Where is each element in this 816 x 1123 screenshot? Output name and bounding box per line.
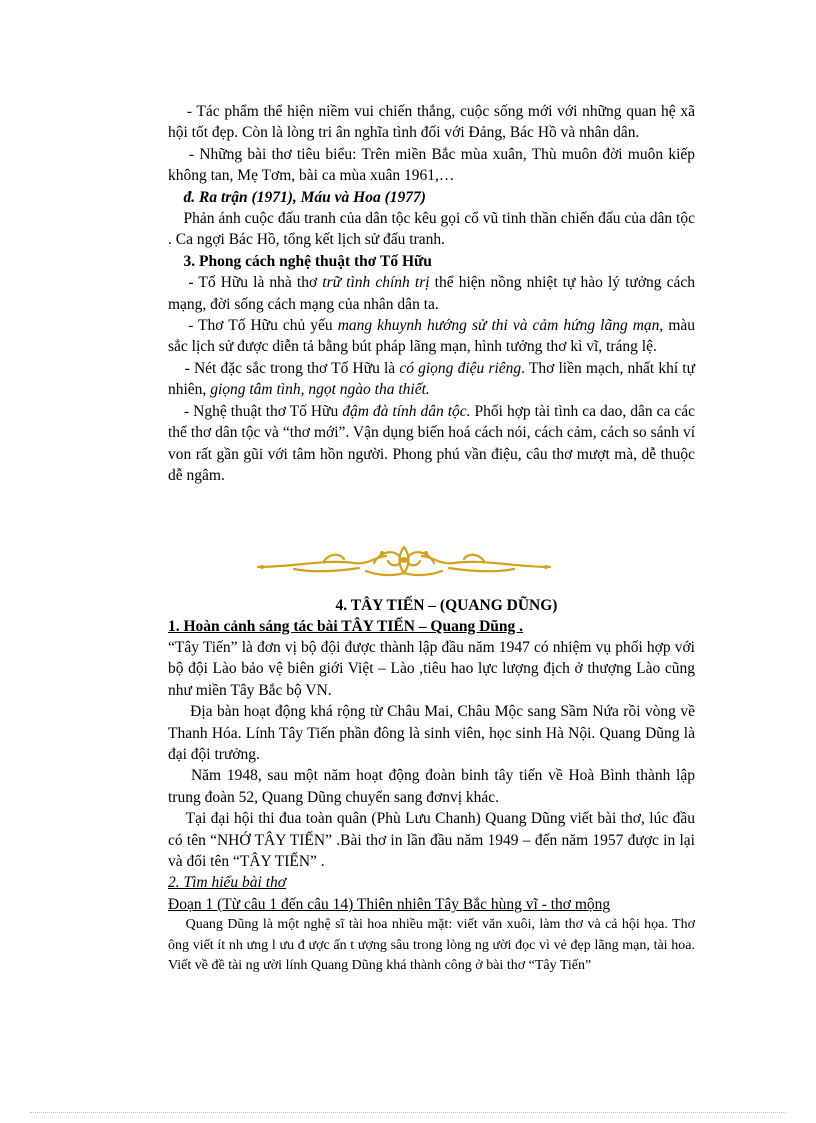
section-to-huu: [168, 101, 695, 486]
paragraph: - Thơ Tố Hữu chủ yếu mang khuynh hướng sử thi và cảm hứng lãng mạn, màu sắc lịch sử được diễn tả bằng bút pháp lãng mạn, hình tưởng thơ kì vĩ, tráng lệ.: [168, 317, 696, 356]
ornamental-divider-icon: [254, 543, 554, 579]
paragraph: “Tây Tiến” là đơn vị bộ đội được thành lập đầu năm 1947 có nhiệm vụ phối hợp với bộ đội Lào bảo vệ biên giới Việt – Lào ,tiêu hao lực lượng địch ở thượng Lào cũng như miền Tây Bắc bộ VN.: [168, 639, 695, 699]
paragraph: - Tố Hữu là nhà thơ trữ tình chính trị thể hiện nồng nhiệt tự hào lý tưởng cách mạng, đời sống cách mạng của nhân dân ta.: [168, 274, 696, 313]
paragraph: - Nét đặc sắc trong thơ Tố Hữu là có giọng điệu riêng. Thơ liền mạch, nhất khí tự nhiên, giọng tâm tình, ngọt ngào tha thiết.: [168, 359, 696, 399]
heading-phong-cach: 3. Phong cách nghệ thuật thơ Tố Hữu: [183, 252, 432, 270]
heading-doan-1: Đoạn 1 (Từ câu 1 đến câu 14) Thiên nhiên Tây Bắc hùng vĩ - thơ mộng: [168, 895, 611, 913]
paragraph: - Những bài thơ tiêu biểu: Trên miền Bắc mùa xuân, Thù muôn đời muôn kiếp không tan, Mẹ Tơm, bài ca mùa xuân 1961,…: [168, 145, 696, 185]
heading-ra-tran: đ. Ra trận (1971), Máu và Hoa (1977): [183, 188, 426, 206]
page-title: 4. TÂY TIẾN – (QUANG DŨNG): [335, 597, 558, 614]
subtitle-hoan-canh: 1. Hoàn cảnh sáng tác bài TÂY TIẾN – Quang Dũng .: [168, 618, 524, 635]
paragraph: Tại đại hội thi đua toàn quân (Phù Lưu Chanh) Quang Dũng viết bài thơ, lúc đầu có tên “NHỚ TÂY TIẾN” .Bài thơ in lần đầu năm 1949 – đến năm 1957 được in lại và đổi tên “TÂY TIẾN” .: [168, 810, 695, 871]
paragraph-block: [168, 915, 695, 977]
section-tay-tien-title: [168, 596, 695, 637]
paragraph: Quang Dũng là một nghệ sĩ tài hoa nhiều mặt: viết văn xuôi, làm thơ và cả hội họa. Thơ ông viết ít nh ưng l ưu đ ược ấn t ượng sâu trong lòng ng ười đọc vì vẻ đẹp lãng mạn, tài hoa. Viết về đề tài ng ười lính Quang Dũng khá thành công ở bài thơ “Tây Tiến”: [168, 917, 695, 974]
paragraph: - Tác phẩm thể hiện niềm vui chiến thắng, cuộc sống mới với những quan hệ xã hội tốt đẹp. Còn là lòng tri ân nghĩa tình đối với Đảng, Bác Hồ và nhân dân.: [168, 103, 695, 142]
section-tay-tien: [168, 637, 695, 977]
paragraph: Năm 1948, sau một năm hoạt động đoàn binh tây tiến về Hoà Bình thành lập trung đoàn 52, Quang Dũng chuyển sang đơnvị khác.: [168, 767, 695, 806]
paragraph: - Nghệ thuật thơ Tố Hữu đậm đà tính dân tộc. Phối hợp tài tình ca dao, dân ca các thể thơ dân tộc và “thơ mới”. Vận dụng biến hoá cách nói, cách cảm, cách so sánh ví von rất gần gũi với tâm hồn người. Phong phú vần điệu, câu thơ mượt mà, dễ thuộc dễ ngâm.: [168, 402, 695, 484]
footer-divider: [30, 1112, 786, 1113]
heading-tim-hieu: 2. Tìm hiểu bài thơ: [168, 874, 287, 892]
paragraph: Địa bàn hoạt động khá rộng từ Châu Mai, Châu Mộc sang Sầm Nứa rồi vòng về Thanh Hóa. Lính Tây Tiến phần đông là sinh viên, học sinh Hà Nội. Quang Dũng là đại đội trưởng.: [168, 703, 695, 764]
paragraph: Phản ánh cuộc đấu tranh của dân tộc kêu gọi cổ vũ tinh thần chiến đấu của dân tộc . Ca ngợi Bác Hồ, tổng kết lịch sử đấu tranh.: [168, 210, 695, 249]
